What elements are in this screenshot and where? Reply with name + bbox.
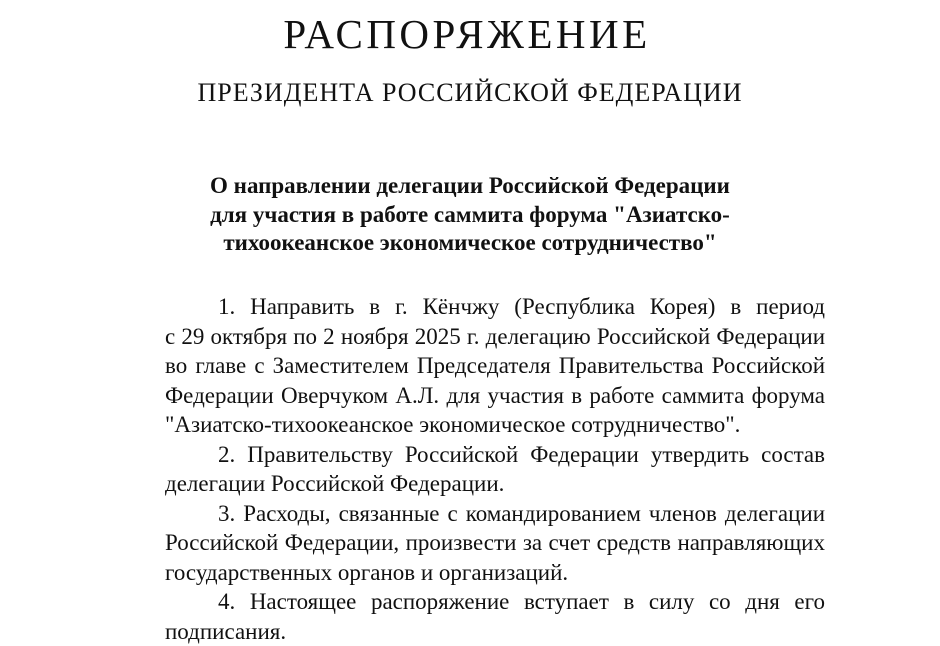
paragraph-line: Федерации Оверчуком А.Л. для участия в работе саммита форума <box>112 381 825 411</box>
paragraph-2 <box>112 440 825 499</box>
paragraph-line: во главе с Заместителем Председателя Правительства Российской <box>112 351 825 381</box>
paragraph-line: с 29 октября по 2 ноября 2025 г. делегацию Российской Федерации <box>112 322 825 352</box>
heading-line: О направлении делегации Российской Федерации <box>150 172 790 201</box>
paragraph-line: 1. Направить в г. Кёнчжу (Республика Корея) в период <box>112 292 825 322</box>
paragraph-line: государственных органов и организаций. <box>112 558 825 588</box>
paragraph-line: 3. Расходы, связанные с командированием членов делегации <box>112 499 825 529</box>
paragraph-4 <box>112 587 825 646</box>
document-heading <box>150 172 790 258</box>
heading-line: для участия в работе саммита форума "Азиатско- <box>150 201 790 230</box>
paragraph-line: Российской Федерации, произвести за счет средств направляющих <box>112 528 825 558</box>
document-body <box>112 292 825 646</box>
document-type-title: РАСПОРЯЖЕНИЕ <box>0 8 934 60</box>
heading-line: тихоокеанское экономическое сотрудничество" <box>150 229 790 258</box>
paragraph-1 <box>112 292 825 440</box>
paragraph-line: подписания. <box>112 617 825 646</box>
document-issuer: ПРЕЗИДЕНТА РОССИЙСКОЙ ФЕДЕРАЦИИ <box>0 76 940 110</box>
paragraph-line: 2. Правительству Российской Федерации утвердить состав <box>112 440 825 470</box>
paragraph-line: делегации Российской Федерации. <box>112 469 825 499</box>
paragraph-3 <box>112 499 825 588</box>
paragraph-line: 4. Настоящее распоряжение вступает в силу со дня его <box>112 587 825 617</box>
paragraph-line: "Азиатско-тихоокеанское экономическое сотрудничество". <box>112 410 825 440</box>
